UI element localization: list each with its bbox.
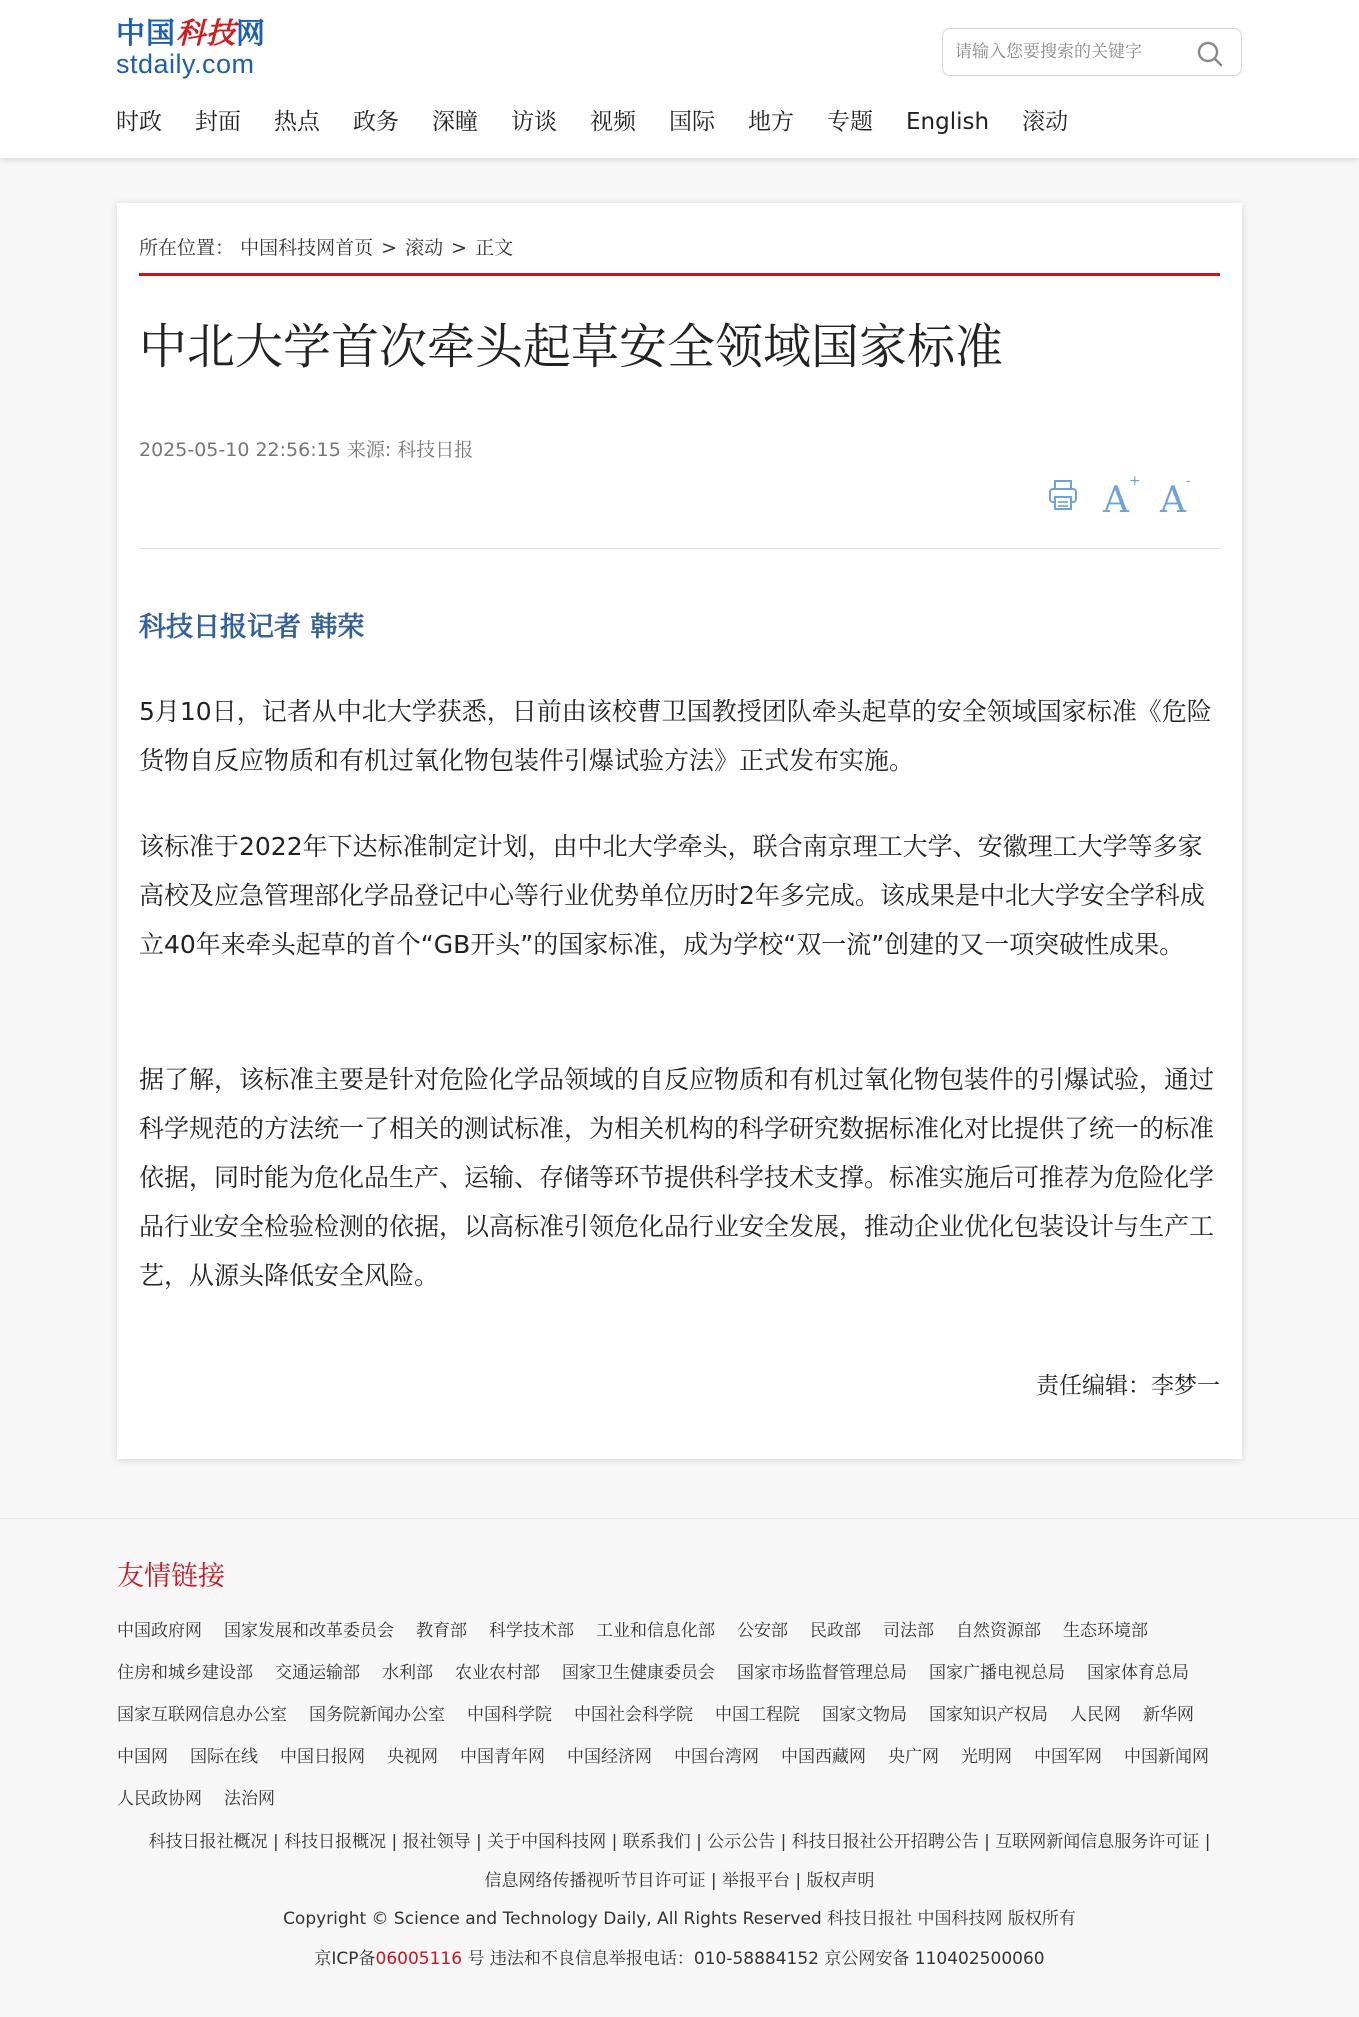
friend-link[interactable]: 国家卫生健康委员会	[562, 1663, 715, 1683]
friend-link[interactable]: 国际在线	[190, 1747, 258, 1767]
friend-link[interactable]: 住房和城乡建设部	[117, 1663, 253, 1683]
minus-sign: -	[1186, 473, 1191, 489]
friend-link[interactable]: 国家发展和改革委员会	[224, 1621, 394, 1641]
article-card	[117, 203, 1242, 1459]
friend-link[interactable]: 光明网	[961, 1747, 1012, 1767]
search-input[interactable]	[955, 37, 1185, 67]
breadcrumb-divider	[139, 273, 1220, 276]
friend-link[interactable]: 中国科学院	[467, 1705, 552, 1725]
friend-link[interactable]: 国家广播电视总局	[929, 1663, 1065, 1683]
friend-link[interactable]: 生态环境部	[1063, 1621, 1148, 1641]
nav-item-hot[interactable]: 热点	[274, 109, 320, 135]
plus-sign: +	[1129, 473, 1141, 489]
friend-link[interactable]: 人民政协网	[117, 1789, 202, 1809]
friend-link[interactable]: 央视网	[387, 1747, 438, 1767]
friend-link[interactable]: 国家文物局	[822, 1705, 907, 1725]
friend-link[interactable]: 国家互联网信息办公室	[117, 1705, 287, 1725]
friend-link[interactable]: 教育部	[416, 1621, 467, 1641]
nav-item-local[interactable]: 地方	[748, 109, 794, 135]
friend-link[interactable]: 中国社会科学院	[574, 1705, 693, 1725]
article-paragraph: 5月10日，记者从中北大学获悉，日前由该校曹卫国教授团队牵头起草的安全领域国家标准《危险货物自反应物质和有机过氧化物包装件引爆试验方法》正式发布实施。	[139, 697, 1212, 775]
article-paragraph: 据了解，该标准主要是针对危险化学品领域的自反应物质和有机过氧化物包装件的引爆试验，通过科学规范的方法统一了相关的测试标准，为相关机构的科学研究数据标准化对比提供了统一的标准依据，同时能为危化品生产、运输、存储等环节提供科学技术支撑。标准实施后可推荐为危险化学品行业安全检验检测的依据，以高标准引领危化品行业安全发展，推动企业优化包装设计与生产工艺，从源头降低安全风险。	[139, 1065, 1215, 1290]
friend-link[interactable]: 公安部	[737, 1621, 788, 1641]
friend-link[interactable]: 农业农村部	[455, 1663, 540, 1683]
friend-link[interactable]: 中国工程院	[715, 1705, 800, 1725]
footer-divider	[0, 1518, 1359, 1519]
breadcrumb-rolling-link[interactable]: 滚动	[405, 237, 444, 259]
article-paragraph: 该标准于2022年下达标准制定计划，由中北大学牵头，联合南京理工大学、安徽理工大学等多家高校及应急管理部化学品登记中心等行业优势单位历时2年多完成。该成果是中北大学安全学科成立40年来牵头起草的首个“GB开头”的国家标准，成为学校“双一流”创建的又一项突破性成果。	[139, 832, 1205, 959]
friend-link[interactable]: 国务院新闻办公室	[309, 1705, 445, 1725]
friend-link[interactable]: 中国政府网	[117, 1621, 202, 1641]
icp-suffix: 号 违法和不良信息举报电话：010-58884152 京公网安备 110402500060	[467, 1949, 1045, 1969]
article-source-label: 来源:	[346, 439, 392, 461]
logo-english: stdaily.com	[116, 49, 255, 79]
breadcrumb-separator: >	[381, 237, 398, 259]
friend-link[interactable]: 中国台湾网	[674, 1747, 759, 1767]
article-title: 中北大学首次牵头起草安全领域国家标准	[139, 319, 1004, 375]
font-increase-label: A	[1103, 480, 1129, 521]
article-author: 科技日报记者 韩荣	[139, 612, 365, 643]
footer-links-row[interactable]: 科技日报社概况 | 科技日报概况 | 报社领导 | 关于中国科技网 | 联系我们 | 公示公告 | 科技日报社公开招聘公告 | 互联网新闻信息服务许可证 |	[148, 1832, 1211, 1852]
search-box	[942, 28, 1242, 76]
breadcrumb	[139, 233, 513, 260]
friend-link[interactable]: 自然资源部	[956, 1621, 1041, 1641]
nav-item-english[interactable]: English	[906, 109, 990, 135]
font-decrease-button[interactable]	[1160, 473, 1200, 521]
friend-links-title: 友情链接	[117, 1561, 225, 1592]
friend-link[interactable]: 国家体育总局	[1087, 1663, 1189, 1683]
friend-link[interactable]: 科学技术部	[489, 1621, 574, 1641]
icp-info	[0, 1943, 1359, 1976]
icp-prefix: 京ICP备	[314, 1949, 376, 1969]
breadcrumb-home-link[interactable]: 中国科技网首页	[240, 237, 374, 259]
friend-link[interactable]: 工业和信息化部	[596, 1621, 715, 1641]
friend-link[interactable]: 中国经济网	[567, 1747, 652, 1767]
breadcrumb-current: 正文	[475, 237, 514, 259]
footer-links	[0, 1823, 1359, 1901]
friend-link[interactable]: 中国军网	[1034, 1747, 1102, 1767]
article-datetime: 2025-05-10 22:56:15	[139, 439, 341, 461]
nav-item-special[interactable]: 专题	[827, 109, 873, 135]
friend-link[interactable]: 新华网	[1143, 1705, 1194, 1725]
friend-link[interactable]: 司法部	[883, 1621, 934, 1641]
friend-link[interactable]: 民政部	[810, 1621, 861, 1641]
font-increase-button[interactable]	[1103, 473, 1143, 521]
friend-link[interactable]: 中国网	[117, 1747, 168, 1767]
font-decrease-label: A	[1160, 480, 1186, 521]
logo-chinese: 中国科技网	[116, 16, 267, 50]
friend-link[interactable]: 法治网	[224, 1789, 275, 1809]
breadcrumb-label: 所在位置：	[139, 237, 235, 259]
site-logo[interactable]	[116, 16, 276, 82]
copyright-text: Copyright © Science and Technology Daily, All Rights Reserved 科技日报社 中国科技网 版权所有	[283, 1909, 1076, 1929]
search-icon[interactable]	[1196, 40, 1224, 68]
friend-link[interactable]: 人民网	[1070, 1705, 1121, 1725]
friend-link[interactable]: 中国西藏网	[781, 1747, 866, 1767]
friend-link[interactable]: 中国新闻网	[1124, 1747, 1209, 1767]
nav-item-government[interactable]: 政务	[353, 109, 399, 135]
main-nav	[116, 104, 1101, 140]
article-meta	[139, 435, 473, 462]
friend-link[interactable]: 中国日报网	[280, 1747, 365, 1767]
friend-link[interactable]: 交通运输部	[275, 1663, 360, 1683]
friend-links-list	[117, 1610, 1247, 1820]
nav-item-politics[interactable]: 时政	[116, 109, 162, 135]
responsible-editor: 责任编辑：李梦一	[1036, 1373, 1220, 1399]
nav-item-cover[interactable]: 封面	[195, 109, 241, 135]
nav-item-video[interactable]: 视频	[590, 109, 636, 135]
friend-link[interactable]: 央广网	[888, 1747, 939, 1767]
friend-link[interactable]: 中国青年网	[460, 1747, 545, 1767]
nav-item-deep[interactable]: 深瞳	[432, 109, 478, 135]
article-source: 科技日报	[397, 439, 474, 461]
friend-link[interactable]: 水利部	[382, 1663, 433, 1683]
nav-item-international[interactable]: 国际	[669, 109, 715, 135]
icp-number-link[interactable]: 06005116	[375, 1949, 463, 1969]
site-header	[0, 0, 1359, 158]
nav-item-rolling[interactable]: 滚动	[1022, 109, 1069, 135]
nav-item-interview[interactable]: 访谈	[511, 109, 557, 135]
friend-link[interactable]: 国家知识产权局	[929, 1705, 1048, 1725]
print-icon[interactable]	[1047, 475, 1087, 515]
breadcrumb-separator: >	[451, 237, 468, 259]
meta-divider	[139, 548, 1220, 549]
footer-links-row[interactable]: 信息网络传播视听节目许可证 | 举报平台 | 版权声明	[484, 1871, 875, 1891]
friend-link[interactable]: 国家市场监督管理总局	[737, 1663, 907, 1683]
